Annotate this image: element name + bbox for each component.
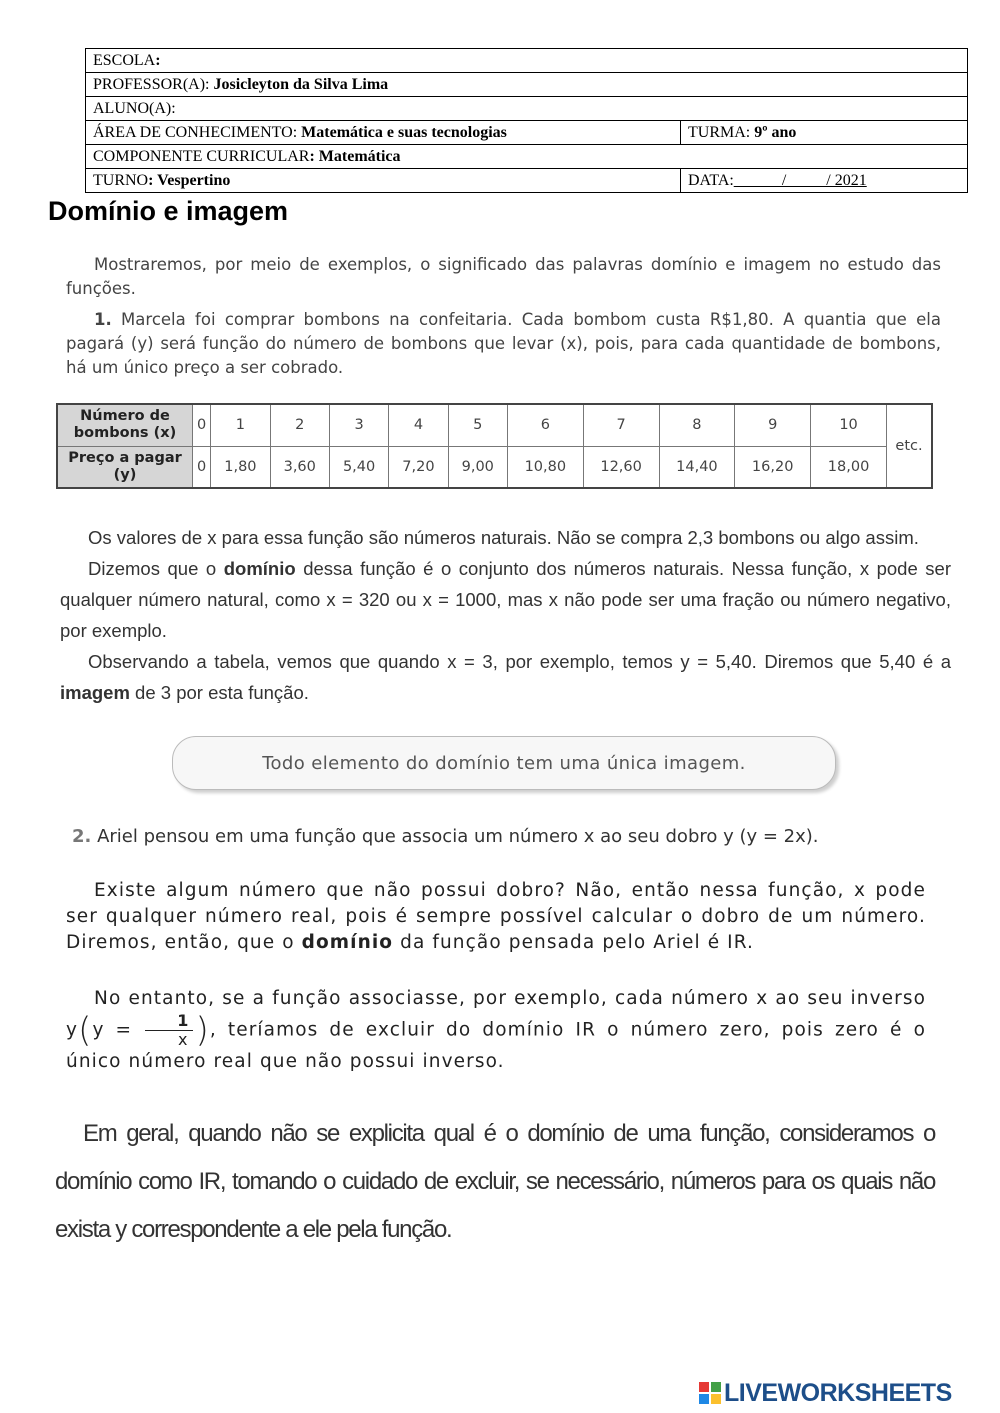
logo-mark-icon <box>699 1382 721 1404</box>
x-cell: 8 <box>659 404 735 446</box>
example-1-paragraph <box>66 308 941 380</box>
price-table-row-x <box>57 404 932 446</box>
turno-value: : Vespertino <box>148 172 231 189</box>
professor-label: PROFESSOR(A): <box>93 76 214 93</box>
liveworksheets-logo <box>699 1378 952 1408</box>
x-cell: 1 <box>211 404 270 446</box>
paragraph-double-text-1: Existe algum número que não possui dobro? Não, então nessa função, x pode ser qualquer número real, pois é sempre possível calcular o dobro de um número. Diremos, então, que o <box>66 880 926 953</box>
paragraph-double-bold: domínio <box>301 932 394 953</box>
y-cell: 18,00 <box>811 446 887 488</box>
turma-label: TURMA: <box>688 124 755 141</box>
header-row-professor <box>86 73 968 97</box>
professor-value: Josicleyton da Silva Lima <box>213 76 389 93</box>
header-row-area <box>86 121 968 145</box>
logo-square <box>699 1382 709 1392</box>
turma-cell <box>681 121 968 145</box>
aluno-label: ALUNO(A): <box>93 100 176 117</box>
turno-label: TURNO <box>93 172 149 189</box>
etc-cell: etc. <box>887 404 933 488</box>
paragraph-image-text-2: de 3 por esta função. <box>129 682 309 703</box>
x-cell: 9 <box>735 404 811 446</box>
x-cell: 4 <box>389 404 448 446</box>
area-value: Matemática e suas tecnologias <box>301 124 507 141</box>
y-cell: 3,60 <box>270 446 329 488</box>
close-paren-glyph: ) <box>195 1010 210 1051</box>
x-cell: 5 <box>448 404 507 446</box>
logo-text: LIVEWORKSHEETS <box>724 1378 952 1407</box>
paragraph-inverse-text-1: No entanto, se a função associasse, por exemplo, cada número x ao seu inverso y <box>66 988 926 1041</box>
header-row-componente <box>86 145 968 169</box>
price-table <box>56 403 933 489</box>
paragraph-domain <box>60 553 951 646</box>
paragraph-domain-text-1: Dizemos que o <box>88 558 224 579</box>
area-cell <box>86 121 681 145</box>
price-table-row-y <box>57 446 932 488</box>
componente-cell <box>86 145 968 169</box>
paragraph-image-bold: imagem <box>60 682 130 703</box>
fraction <box>145 1012 193 1049</box>
y-cell: 12,60 <box>583 446 659 488</box>
componente-value: : Matemática <box>309 148 401 165</box>
x-cell: 0 <box>193 404 211 446</box>
paragraph-inverse-text-2: , teríamos de excluir do domínio IR o número zero, pois zero é o único número real que não possui inverso. <box>66 1019 926 1072</box>
escola-colon: : <box>155 52 161 69</box>
paragraph-domain-bold: domínio <box>223 558 296 579</box>
x-cell: 3 <box>329 404 388 446</box>
paragraph-inverse <box>66 986 926 1075</box>
fraction-numerator: 1 <box>145 1012 193 1031</box>
paragraph-image <box>60 646 951 708</box>
x-cell: 6 <box>507 404 583 446</box>
example-1-number: 1. <box>94 310 112 329</box>
componente-label: COMPONENTE CURRICULAR <box>93 148 310 165</box>
logo-square <box>699 1394 709 1404</box>
page-title: Domínio e imagem <box>48 196 289 226</box>
y-cell: 16,20 <box>735 446 811 488</box>
header-row-aluno <box>86 97 968 121</box>
example-2-number: 2. <box>72 826 92 847</box>
paragraph-general: Em geral, quando não se explicita qual é o domínio de uma função, consideramos o domínio como IR, tomando o cuidado de excluir, se necessário, números para os quais não exista y correspondente a ele pela função. <box>55 1120 935 1243</box>
data-blank: ______/_____/ 2021 <box>733 172 867 189</box>
callout-box: Todo elemento do domínio tem uma única imagem. <box>172 736 836 790</box>
header-row-turno <box>86 169 968 193</box>
example-2-text: Ariel pensou em uma função que associa um número x ao seu dobro y (y = 2x). <box>91 826 819 847</box>
logo-square <box>711 1394 721 1404</box>
paragraph-natural-numbers: Os valores de x para essa função são números naturais. Não se compra 2,3 bombons ou algo assim. <box>88 527 919 548</box>
escola-label: ESCOLA <box>93 52 156 69</box>
header-row-escola <box>86 49 968 73</box>
data-label: DATA: <box>688 172 734 189</box>
turno-cell <box>86 169 681 193</box>
intro-paragraph: Mostraremos, por meio de exemplos, o significado das palavras domínio e imagem no estudo das funções. <box>66 255 941 298</box>
data-cell <box>681 169 968 193</box>
x-cell: 10 <box>811 404 887 446</box>
paragraph-domain-text-2: dessa função é o conjunto dos números naturais. Nessa função, x pode ser qualquer número natural, como x = 320 ou x = 1000, mas x não pode ser uma fração ou número negativo, por exemplo. <box>60 558 951 641</box>
y-cell: 7,20 <box>389 446 448 488</box>
y-cell: 5,40 <box>329 446 388 488</box>
open-paren-glyph: ( <box>78 1010 93 1051</box>
logo-square <box>711 1382 721 1392</box>
turma-value: 9º ano <box>754 124 797 141</box>
example-1-text: Marcela foi comprar bombons na confeitaria. Cada bombom custa R$1,80. A quantia que ela pagará (y) será função do número de bombons que levar (x), pois, para cada quantidade de bombons, há um único preço a ser cobrado. <box>66 310 941 377</box>
paragraph-double-text-2: da função pensada pelo Ariel é IR. <box>393 932 754 953</box>
aluno-cell <box>86 97 968 121</box>
x-cell: 7 <box>583 404 659 446</box>
y-cell: 10,80 <box>507 446 583 488</box>
y-cell: 1,80 <box>211 446 270 488</box>
y-cell: 0 <box>193 446 211 488</box>
row-label-x: Número de bombons (x) <box>57 404 193 446</box>
paragraph-double <box>66 878 926 956</box>
y-cell: 9,00 <box>448 446 507 488</box>
example-2-paragraph <box>72 824 952 850</box>
equation-text: y = <box>92 1019 144 1041</box>
header-table <box>85 48 968 193</box>
paragraph-image-text-1: Observando a tabela, vemos que quando x = 3, por exemplo, temos y = 5,40. Diremos que 5,40 é a <box>88 651 951 672</box>
y-cell: 14,40 <box>659 446 735 488</box>
row-label-y: Preço a pagar (y) <box>57 446 193 488</box>
fraction-denominator: x <box>178 1030 189 1049</box>
area-label: ÁREA DE CONHECIMENTO: <box>93 124 302 141</box>
x-cell: 2 <box>270 404 329 446</box>
escola-cell <box>86 49 968 73</box>
professor-cell <box>86 73 968 97</box>
